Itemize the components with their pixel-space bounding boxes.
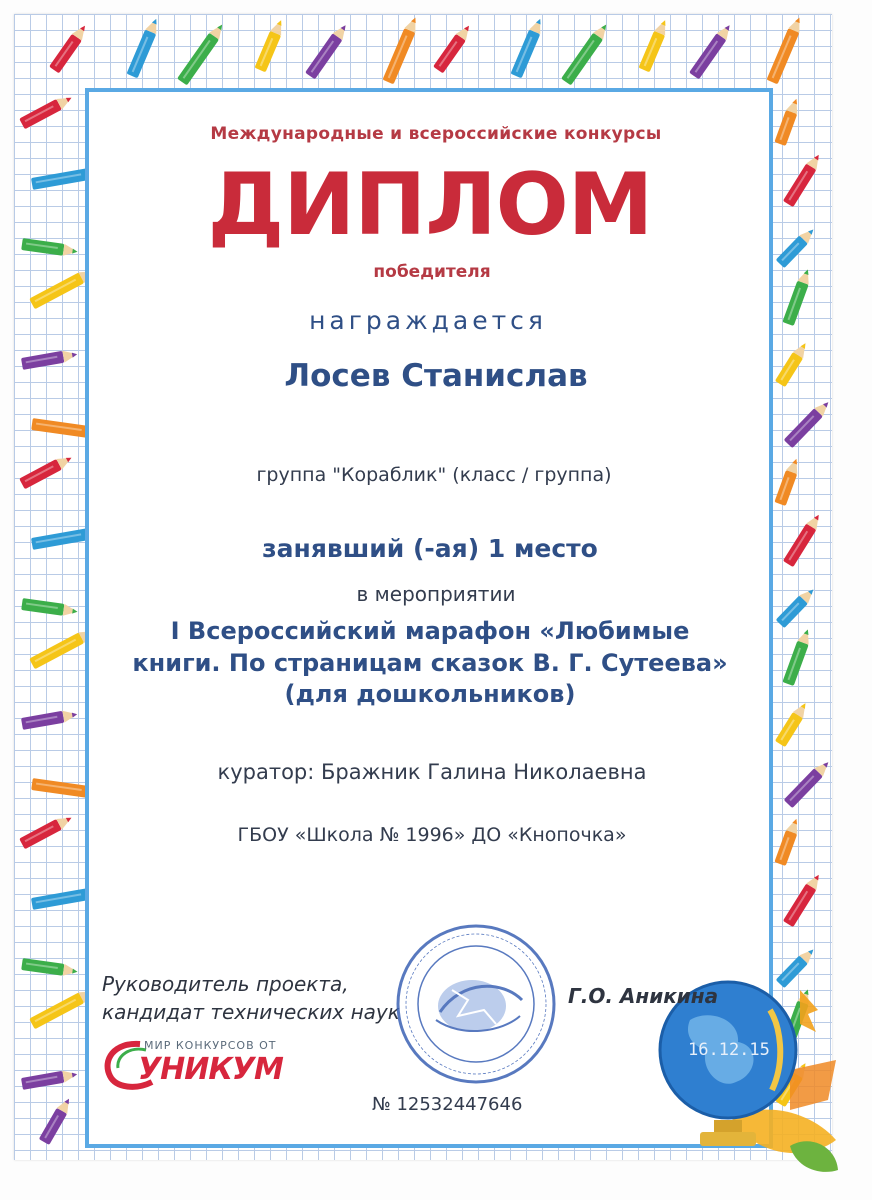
document-number: № 12532447646 (372, 1094, 523, 1115)
signer-role (102, 970, 400, 1027)
event-title (0, 616, 866, 711)
pencil-icon (766, 15, 804, 84)
certificate-subtitle: победителя (373, 262, 491, 282)
school-line: ГБОУ «Школа № 1996» ДО «Кнопочка» (237, 824, 627, 846)
signer-role-line-2: кандидат технических наук (102, 1000, 400, 1025)
pencil-icon (39, 1096, 74, 1145)
signer-name: Г.О. Аникина (568, 984, 719, 1008)
group-line: группа "Кораблик" (класс / группа) (256, 464, 612, 486)
pencil-icon (21, 1068, 78, 1090)
pencil-icon (21, 708, 78, 730)
unikum-logo (100, 1036, 300, 1092)
awarded-label: награждается (309, 306, 547, 335)
pencil-icon (382, 15, 420, 84)
place-line: занявший (-ая) 1 место (262, 534, 598, 563)
recipient-name: Лосев Станислав (284, 358, 588, 394)
event-title-line-1: I Всероссийский марафон «Любимые (170, 617, 690, 645)
pencil-icon (783, 872, 824, 928)
pencil-icon (433, 22, 474, 73)
event-title-line-2: книги. По страницам сказок В. Г. Сутеева» (132, 648, 728, 677)
pencil-icon (561, 21, 611, 85)
pencil-icon (305, 22, 350, 80)
pencil-icon (510, 17, 545, 79)
signature-date: 16.12.15 (688, 1040, 770, 1060)
round-stamp-seal (392, 920, 560, 1088)
pencil-icon (638, 18, 670, 72)
event-intro: в мероприятии (356, 582, 516, 606)
pencil-icon (177, 21, 227, 85)
event-title-line-3: (для дошкольников) (284, 680, 576, 709)
logo-top-text: МИР КОНКУРСОВ ОТ (144, 1039, 277, 1052)
pencil-icon (126, 17, 161, 79)
pencil-icon (49, 22, 90, 73)
pencil-icon (254, 18, 286, 72)
pencil-icon (784, 398, 832, 448)
certificate-title: ДИПЛОМ (207, 155, 653, 255)
logo-main-text: УНИКУМ (138, 1052, 283, 1087)
signer-role-line-1: Руководитель проекта, (102, 972, 349, 996)
curator-line: куратор: Бражник Галина Николаевна (217, 760, 647, 784)
pencil-icon (689, 22, 734, 80)
organizer-line: Международные и всероссийские конкурсы (210, 124, 662, 144)
pencil-icon (21, 958, 78, 978)
